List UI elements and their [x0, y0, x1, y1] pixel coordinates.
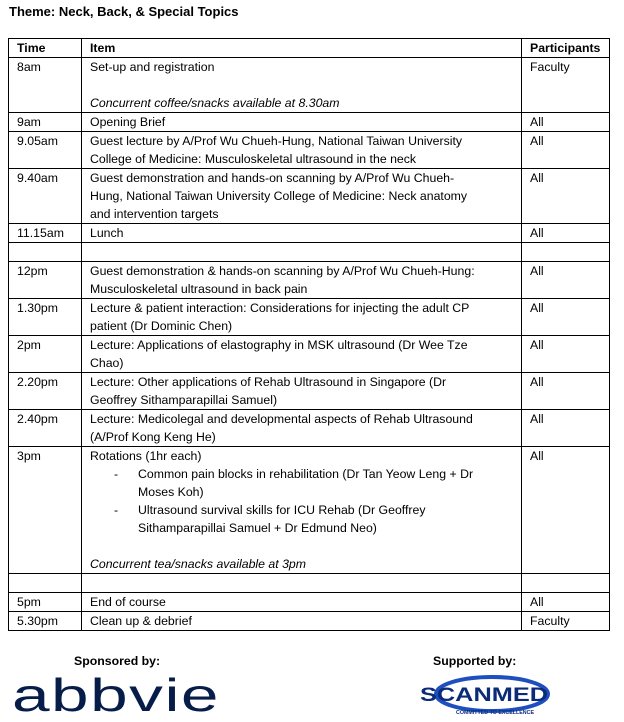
scanmed-tagline: COMMITTED TO EXCELLENCE [456, 710, 535, 716]
item-text: Guest lecture by A/Prof Wu Chueh-Hung, National Taiwan University [90, 134, 463, 148]
time-cell: 1.30pm [9, 299, 82, 336]
item-text: Opening Brief [90, 115, 166, 129]
scanmed-logo-text: SCANMED [420, 685, 548, 706]
item-cell [82, 224, 522, 243]
item-cell [82, 373, 522, 410]
time-cell: 3pm [9, 447, 82, 574]
item-note: Concurrent tea/snacks available at 3pm [90, 557, 306, 571]
table-row [9, 113, 610, 132]
participants-cell: All [522, 169, 610, 224]
rotation-text: Ultrasound survival skills for ICU Rehab (Dr Geoffrey [138, 503, 426, 517]
item-text: Lecture & patient interaction: Considerations for injecting the adult CP [90, 301, 470, 315]
time-cell: 12pm [9, 262, 82, 299]
table-row [9, 224, 610, 243]
item-text: (A/Prof Kong Keng He) [90, 430, 216, 444]
participants-cell: All [522, 132, 610, 169]
rotation-text: Moses Koh) [138, 485, 204, 499]
item-text: End of course [90, 595, 166, 609]
table-row [9, 410, 610, 447]
item-cell [82, 612, 522, 631]
participants-cell: All [522, 113, 610, 132]
item-text: patient (Dr Dominic Chen) [90, 319, 233, 333]
table-row [9, 593, 610, 612]
participants-cell: All [522, 299, 610, 336]
item-cell [82, 262, 522, 299]
item-cell [82, 58, 522, 113]
item-text: Chao) [90, 356, 124, 370]
blank-row [9, 243, 610, 262]
item-text: Musculoskeletal ultrasound in back pain [90, 282, 308, 296]
item-cell [82, 447, 522, 574]
item-text: Lecture: Medicolegal and developmental aspects of Rehab Ultrasound [90, 412, 473, 426]
time-cell: 9.40am [9, 169, 82, 224]
item-text: Guest demonstration & hands-on scanning by A/Prof Wu Chueh-Hung: [90, 264, 475, 278]
supported-label: Supported by: [433, 654, 517, 668]
rotation-item [90, 465, 521, 501]
table-row [9, 58, 610, 113]
time-cell: 9.05am [9, 132, 82, 169]
scanmed-logo [418, 673, 552, 718]
participants-cell: All [522, 593, 610, 612]
item-text: Clean up & debrief [90, 614, 192, 628]
item-cell [82, 113, 522, 132]
time-cell: 9am [9, 113, 82, 132]
table-row [9, 169, 610, 224]
dash-bullet: - [114, 467, 119, 481]
abbvie-logo [12, 677, 222, 717]
table-row [9, 299, 610, 336]
table-row [9, 373, 610, 410]
table-row [9, 262, 610, 299]
item-text: College of Medicine: Musculoskeletal ultrasound in the neck [90, 152, 417, 166]
header-item: Item [82, 39, 522, 58]
rotation-item [90, 501, 521, 537]
participants-cell: All [522, 373, 610, 410]
time-cell: 8am [9, 58, 82, 113]
blank-row [9, 574, 610, 593]
rotation-text: Sithamparapillai Samuel + Dr Edmund Neo) [138, 521, 377, 535]
item-cell [82, 336, 522, 373]
item-text: Lecture: Applications of elastography in MSK ultrasound (Dr Wee Tze [90, 338, 468, 352]
table-row [9, 132, 610, 169]
item-text: Lunch [90, 226, 124, 240]
sponsored-label: Sponsored by: [74, 654, 161, 668]
item-cell [82, 169, 522, 224]
page-title: Theme: Neck, Back, & Special Topics [9, 4, 239, 19]
item-text: Guest demonstration and hands-on scanning by A/Prof Wu Chueh- [90, 171, 455, 185]
time-cell: 2.40pm [9, 410, 82, 447]
table-row [9, 336, 610, 373]
item-cell [82, 593, 522, 612]
item-cell [82, 132, 522, 169]
header-time: Time [9, 39, 82, 58]
item-cell [82, 410, 522, 447]
item-text: Lecture: Other applications of Rehab Ultrasound in Singapore (Dr [90, 375, 447, 389]
time-cell: 2.20pm [9, 373, 82, 410]
participants-cell: All [522, 336, 610, 373]
item-text: Hung, National Taiwan University College of Medicine: Neck anatomy [90, 189, 468, 203]
item-text: Geoffrey Sithamparapillai Samuel) [90, 393, 278, 407]
abbvie-logo-text: abbvie [12, 677, 220, 717]
dash-bullet: - [114, 503, 119, 517]
time-cell: 5.30pm [9, 612, 82, 631]
participants-cell: All [522, 262, 610, 299]
participants-cell: Faculty [522, 612, 610, 631]
table-row [9, 447, 610, 574]
item-text: Rotations (1hr each) [90, 449, 202, 463]
header-participants: Participants [522, 39, 610, 58]
participants-cell: All [522, 410, 610, 447]
rotation-text: Common pain blocks in rehabilitation (Dr Tan Yeow Leng + Dr [138, 467, 474, 481]
item-cell [82, 299, 522, 336]
participants-cell: All [522, 447, 610, 574]
schedule-table [8, 38, 610, 631]
participants-cell: Faculty [522, 58, 610, 113]
table-header-row [9, 39, 610, 58]
time-cell: 11.15am [9, 224, 82, 243]
time-cell: 5pm [9, 593, 82, 612]
item-note: Concurrent coffee/snacks available at 8.30am [90, 96, 340, 110]
item-text: Set-up and registration [90, 60, 215, 74]
time-cell: 2pm [9, 336, 82, 373]
participants-cell: All [522, 224, 610, 243]
item-text: and intervention targets [90, 207, 219, 221]
table-row [9, 612, 610, 631]
